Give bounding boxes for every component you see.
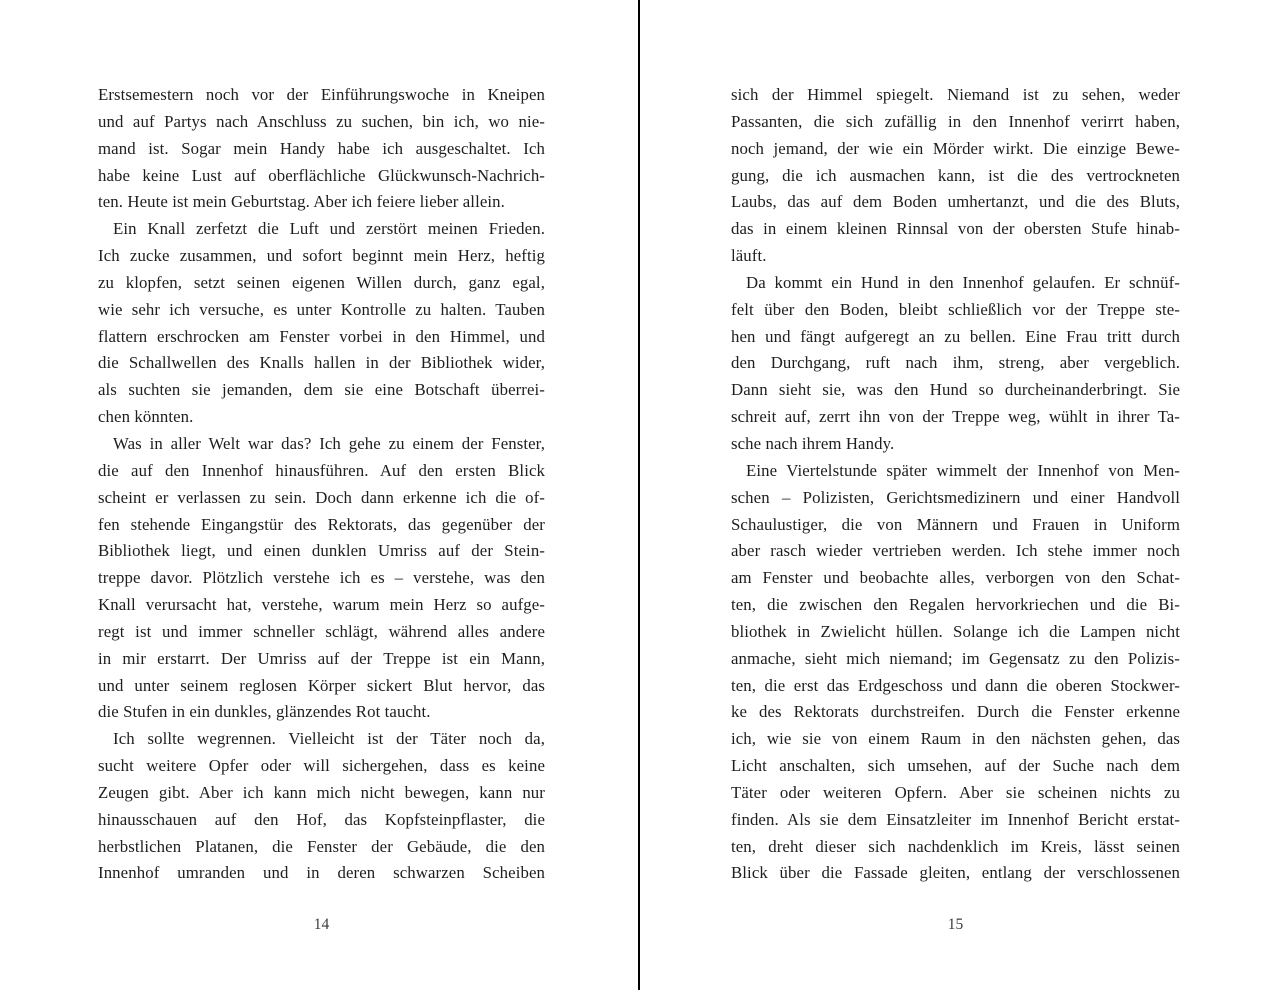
text-line: noch jemand, der wie ein Mörder wirkt. Die einzige Bewe- (731, 138, 1180, 158)
text-line: Ein Knall zerfetzt die Luft und zerstört meinen Frieden. (113, 219, 545, 239)
text-line: am Fenster und beobachte alles, verborgen von den Schat- (731, 568, 1180, 588)
text-line: hen und fängt aufgeregt an zu bellen. Eine Frau tritt durch (731, 326, 1180, 346)
text-line: hinausschauen auf den Hof, das Kopfsteinpflaster, die (98, 809, 545, 829)
text-line: Erstsemestern noch vor der Einführungswoche in Kneipen (98, 85, 545, 104)
text-line: ten, die zwischen den Regalen hervorkriechen und die Bi- (731, 595, 1180, 615)
text-line: chen könnten. (98, 407, 194, 427)
text-line: bliothek in Zwielicht hüllen. Solange ich die Lampen nicht (731, 621, 1180, 641)
text-line: Was in aller Welt war das? Ich gehe zu einem der Fenster, (113, 433, 545, 453)
text-line: Ich sollte wegrennen. Vielleicht ist der Täter noch da, (113, 729, 545, 749)
text-line: ten. Heute ist mein Geburtstag. Aber ich feiere lieber allein. (98, 192, 505, 212)
text-line: flattern erschrocken am Fenster vorbei in den Himmel, und (98, 326, 545, 346)
text-line: treppe davor. Plötzlich verstehe ich es – verstehe, was den (98, 568, 545, 588)
text-line: mand ist. Sogar mein Handy habe ich ausgeschaltet. Ich (98, 138, 545, 158)
text-line: Da kommt ein Hund in den Innenhof gelaufen. Er schnüf- (746, 272, 1180, 292)
text-line: wie sehr ich versuche, es unter Kontrolle zu halten. Tauben (98, 299, 545, 319)
text-line: regt ist und immer schneller schlägt, während alles andere (98, 621, 545, 641)
page-15 (640, 0, 1278, 994)
text-line: Blick über die Fassade gleiten, entlang der verschlossenen (731, 863, 1180, 883)
text-line: felt über den Boden, bleibt schließlich vor der Treppe ste- (731, 299, 1180, 319)
text-line: sich der Himmel spiegelt. Niemand ist zu sehen, weder (731, 85, 1180, 104)
text-line: und auf Partys nach Anschluss zu suchen, bin ich, wo nie- (98, 111, 545, 131)
text-line: anmache, sieht mich niemand; im Gegensatz zu den Polizis- (731, 648, 1180, 668)
text-line: die Schallwellen des Knalls hallen in der Bibliothek wider, (98, 353, 545, 373)
text-line: schreit auf, zerrt ihn von der Treppe weg, wühlt in ihrer Ta- (731, 407, 1180, 427)
text-line: Eine Viertelstunde später wimmelt der Innenhof von Men- (746, 460, 1180, 480)
page-15-number: 15 (947, 916, 964, 933)
page-14-number: 14 (313, 916, 330, 933)
text-line: in mir erstarrt. Der Umriss auf der Treppe ist ein Mann, (98, 648, 545, 668)
text-line: gung, die ich ausmachen kann, ist die des vertrockneten (731, 165, 1180, 185)
text-line: Passanten, die sich zufällig in den Innenhof verirrt haben, (731, 111, 1180, 131)
text-line: Licht anschalten, sich umsehen, auf der Suche nach dem (731, 756, 1180, 776)
text-line: den Durchgang, ruft nach ihm, streng, aber vergeblich. (731, 353, 1180, 373)
text-line: scheint er verlassen zu sein. Doch dann erkenne ich die of- (98, 487, 545, 507)
text-line: ke des Rektorats durchstreifen. Durch die Fenster erkenne (731, 702, 1180, 722)
text-line: ten, die erst das Erdgeschoss und dann die oberen Stockwer- (731, 675, 1180, 695)
text-line: Ich zucke zusammen, und sofort beginnt mein Herz, heftig (98, 246, 545, 266)
text-line: als suchten sie jemanden, dem sie eine Botschaft überrei- (98, 380, 545, 400)
text-line: sucht weitere Opfer oder will sichergehen, dass es keine (98, 756, 545, 776)
page-15-text-column (731, 82, 1180, 887)
text-line: finden. Als sie dem Einsatzleiter im Innenhof Bericht erstat- (731, 809, 1180, 829)
page-14 (0, 0, 638, 994)
text-line: das in einem kleinen Rinnsal von der obersten Stufe hinab- (731, 219, 1180, 239)
text-line: Bibliothek liegt, und einen dunklen Umriss auf der Stein- (98, 541, 545, 561)
text-line: Täter oder weiteren Opfern. Aber sie scheinen nichts zu (731, 782, 1180, 802)
text-line: die auf den Innenhof hinausführen. Auf den ersten Blick (98, 460, 545, 480)
text-line: aber rasch wieder vertrieben werden. Ich stehe immer noch (731, 541, 1180, 561)
text-line: habe keine Lust auf oberflächliche Glückwunsch-Nachrich- (98, 165, 545, 185)
text-line: ich, wie sie von einem Raum in den nächsten gehen, das (731, 729, 1180, 749)
text-line: Laubs, das auf dem Boden umhertanzt, und die des Bluts, (731, 192, 1180, 212)
text-line: herbstlichen Platanen, die Fenster der Gebäude, die den (98, 836, 545, 856)
page-14-text-column (98, 82, 545, 887)
text-line: Knall verursacht hat, verstehe, warum mein Herz so aufge- (98, 595, 545, 615)
text-line: zu klopfen, setzt seinen eigenen Willen durch, ganz egal, (98, 272, 545, 292)
text-line: schen – Polizisten, Gerichtsmedizinern und einer Handvoll (731, 487, 1180, 507)
text-line: ten, dreht dieser sich nachdenklich im Kreis, lässt seinen (731, 836, 1180, 856)
text-line: Innenhof umranden und in deren schwarzen Scheiben (98, 863, 545, 883)
text-line: läuft. (731, 246, 767, 266)
text-line: Zeugen gibt. Aber ich kann mich nicht bewegen, kann nur (98, 782, 545, 802)
text-line: Dann sieht sie, was den Hund so durcheinanderbringt. Sie (731, 380, 1180, 400)
text-line: die Stufen in ein dunkles, glänzendes Rot taucht. (98, 702, 431, 722)
text-line: fen stehende Eingangstür des Rektorats, das gegenüber der (98, 514, 545, 534)
text-line: und unter seinem reglosen Körper sickert Blut hervor, das (98, 675, 545, 695)
text-line: sche nach ihrem Handy. (731, 433, 895, 453)
text-line: Schaulustiger, die von Männern und Frauen in Uniform (731, 514, 1180, 534)
